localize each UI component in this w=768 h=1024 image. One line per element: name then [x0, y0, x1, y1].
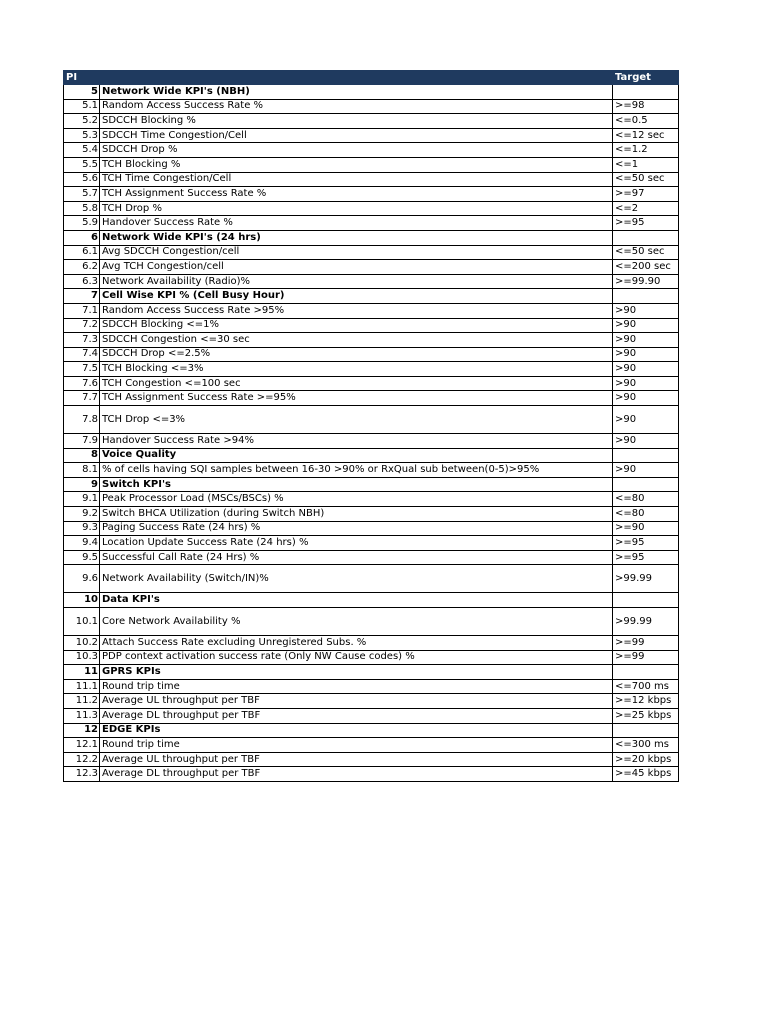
target-cell[interactable]: [613, 448, 679, 463]
target-cell[interactable]: [613, 593, 679, 608]
kpi-name-cell[interactable]: Handover Success Rate >94%: [100, 434, 613, 449]
kpi-name-cell[interactable]: SDCCH Drop <=2.5%: [100, 347, 613, 362]
target-cell[interactable]: <=300 ms: [613, 738, 679, 753]
kpi-name-cell[interactable]: Round trip time: [100, 738, 613, 753]
pi-number-cell[interactable]: 12.3: [64, 767, 100, 782]
section-row: [64, 448, 679, 463]
pi-number-cell[interactable]: 5.3: [64, 128, 100, 143]
table-row: [64, 303, 679, 318]
table-row: [64, 143, 679, 158]
target-cell[interactable]: <=200 sec: [613, 260, 679, 275]
pi-number-cell[interactable]: 5.1: [64, 99, 100, 114]
target-cell[interactable]: >90: [613, 434, 679, 449]
target-cell[interactable]: <=50 sec: [613, 172, 679, 187]
table-row: [64, 767, 679, 782]
table-row: [64, 376, 679, 391]
pi-number-cell[interactable]: 7.2: [64, 318, 100, 333]
target-cell[interactable]: >=97: [613, 187, 679, 202]
header-kpi-name[interactable]: [100, 71, 613, 85]
pi-number-cell[interactable]: 9.5: [64, 550, 100, 565]
pi-number-cell[interactable]: 7.9: [64, 434, 100, 449]
target-cell[interactable]: >99.99: [613, 565, 679, 593]
table-row: [64, 391, 679, 406]
kpi-name-cell[interactable]: SDCCH Blocking <=1%: [100, 318, 613, 333]
target-cell[interactable]: >90: [613, 376, 679, 391]
target-cell[interactable]: >=20 kbps: [613, 752, 679, 767]
pi-number-cell[interactable]: 7.7: [64, 391, 100, 406]
pi-number-cell[interactable]: 7.4: [64, 347, 100, 362]
table-row: [64, 694, 679, 709]
target-cell[interactable]: >=95: [613, 216, 679, 231]
table-row: [64, 274, 679, 289]
pi-number-cell[interactable]: 9.3: [64, 521, 100, 536]
table-row: [64, 114, 679, 129]
table-row: [64, 245, 679, 260]
pi-number-cell[interactable]: 11: [64, 665, 100, 680]
target-cell[interactable]: >=12 kbps: [613, 694, 679, 709]
kpi-name-cell[interactable]: Network Wide KPI's (24 hrs): [100, 230, 613, 245]
table-row: [64, 507, 679, 522]
pi-number-cell[interactable]: 5.4: [64, 143, 100, 158]
target-cell[interactable]: >=99: [613, 636, 679, 651]
header-row: [64, 71, 679, 85]
pi-number-cell[interactable]: 8.1: [64, 463, 100, 478]
kpi-name-cell[interactable]: Switch KPI's: [100, 477, 613, 492]
target-cell[interactable]: >=90: [613, 521, 679, 536]
target-cell[interactable]: [613, 477, 679, 492]
target-cell[interactable]: >=99.90: [613, 274, 679, 289]
table-row: [64, 521, 679, 536]
table-row: [64, 492, 679, 507]
header-target[interactable]: Target: [613, 71, 679, 85]
target-cell[interactable]: <=2: [613, 201, 679, 216]
kpi-name-cell[interactable]: Voice Quality: [100, 448, 613, 463]
pi-number-cell[interactable]: 12.1: [64, 738, 100, 753]
kpi-name-cell[interactable]: TCH Assignment Success Rate >=95%: [100, 391, 613, 406]
kpi-name-cell[interactable]: Avg TCH Congestion/cell: [100, 260, 613, 275]
table-row: [64, 333, 679, 348]
kpi-table: [63, 70, 679, 782]
kpi-name-cell[interactable]: Data KPI's: [100, 593, 613, 608]
section-row: [64, 230, 679, 245]
pi-number-cell[interactable]: 10.1: [64, 608, 100, 636]
pi-number-cell[interactable]: 5.7: [64, 187, 100, 202]
pi-number-cell[interactable]: 6.3: [64, 274, 100, 289]
kpi-name-cell[interactable]: Average UL throughput per TBF: [100, 752, 613, 767]
target-cell[interactable]: <=1.2: [613, 143, 679, 158]
pi-number-cell[interactable]: 11.1: [64, 679, 100, 694]
pi-number-cell[interactable]: 5: [64, 85, 100, 100]
table-row: [64, 347, 679, 362]
table-row: [64, 99, 679, 114]
kpi-name-cell[interactable]: TCH Drop <=3%: [100, 406, 613, 434]
pi-number-cell[interactable]: 6.1: [64, 245, 100, 260]
table-row: [64, 679, 679, 694]
kpi-name-cell[interactable]: Peak Processor Load (MSCs/BSCs) %: [100, 492, 613, 507]
kpi-name-cell[interactable]: TCH Time Congestion/Cell: [100, 172, 613, 187]
table-row: [64, 201, 679, 216]
pi-number-cell[interactable]: 5.5: [64, 157, 100, 172]
target-cell[interactable]: >=98: [613, 99, 679, 114]
table-row: [64, 738, 679, 753]
pi-number-cell[interactable]: 12.2: [64, 752, 100, 767]
kpi-table-body: [64, 85, 679, 782]
target-cell[interactable]: [613, 723, 679, 738]
kpi-name-cell[interactable]: GPRS KPIs: [100, 665, 613, 680]
pi-number-cell[interactable]: 8: [64, 448, 100, 463]
table-row: [64, 260, 679, 275]
target-cell[interactable]: <=80: [613, 507, 679, 522]
target-cell[interactable]: >99.99: [613, 608, 679, 636]
kpi-name-cell[interactable]: TCH Blocking <=3%: [100, 362, 613, 377]
target-cell[interactable]: >=99: [613, 650, 679, 665]
kpi-name-cell[interactable]: Network Availability (Radio)%: [100, 274, 613, 289]
pi-number-cell[interactable]: 9.1: [64, 492, 100, 507]
target-cell[interactable]: >=95: [613, 536, 679, 551]
target-cell[interactable]: >90: [613, 333, 679, 348]
pi-number-cell[interactable]: 7.5: [64, 362, 100, 377]
target-cell[interactable]: >=25 kbps: [613, 708, 679, 723]
pi-number-cell[interactable]: 7.6: [64, 376, 100, 391]
kpi-name-cell[interactable]: Attach Success Rate excluding Unregistered Subs. %: [100, 636, 613, 651]
table-row: [64, 650, 679, 665]
pi-number-cell[interactable]: 9: [64, 477, 100, 492]
section-row: [64, 593, 679, 608]
target-cell[interactable]: >=95: [613, 550, 679, 565]
kpi-name-cell[interactable]: PDP context activation success rate (Only NW Cause codes) %: [100, 650, 613, 665]
pi-number-cell[interactable]: 9.2: [64, 507, 100, 522]
pi-number-cell[interactable]: 7.3: [64, 333, 100, 348]
target-cell[interactable]: >90: [613, 406, 679, 434]
kpi-name-cell[interactable]: Average DL throughput per TBF: [100, 767, 613, 782]
table-row: [64, 565, 679, 593]
pi-number-cell[interactable]: 5.9: [64, 216, 100, 231]
kpi-name-cell[interactable]: SDCCH Time Congestion/Cell: [100, 128, 613, 143]
pi-number-cell[interactable]: 5.6: [64, 172, 100, 187]
section-row: [64, 477, 679, 492]
pi-number-cell[interactable]: 9.4: [64, 536, 100, 551]
target-cell[interactable]: >=45 kbps: [613, 767, 679, 782]
kpi-name-cell[interactable]: Network Wide KPI's (NBH): [100, 85, 613, 100]
table-row: [64, 406, 679, 434]
target-cell[interactable]: >90: [613, 463, 679, 478]
pi-number-cell[interactable]: 6.2: [64, 260, 100, 275]
pi-number-cell[interactable]: 10.3: [64, 650, 100, 665]
table-row: [64, 318, 679, 333]
target-cell[interactable]: <=1: [613, 157, 679, 172]
section-row: [64, 289, 679, 304]
target-cell[interactable]: >90: [613, 362, 679, 377]
kpi-name-cell[interactable]: TCH Drop %: [100, 201, 613, 216]
section-row: [64, 723, 679, 738]
target-cell[interactable]: [613, 230, 679, 245]
kpi-name-cell[interactable]: Core Network Availability %: [100, 608, 613, 636]
pi-number-cell[interactable]: 10: [64, 593, 100, 608]
kpi-name-cell[interactable]: Average DL throughput per TBF: [100, 708, 613, 723]
table-row: [64, 536, 679, 551]
pi-number-cell[interactable]: 10.2: [64, 636, 100, 651]
kpi-name-cell[interactable]: TCH Assignment Success Rate %: [100, 187, 613, 202]
table-row: [64, 187, 679, 202]
table-row: [64, 708, 679, 723]
target-cell[interactable]: [613, 85, 679, 100]
pi-number-cell[interactable]: 5.2: [64, 114, 100, 129]
table-row: [64, 752, 679, 767]
target-cell[interactable]: >90: [613, 391, 679, 406]
table-row: [64, 550, 679, 565]
target-cell[interactable]: <=12 sec: [613, 128, 679, 143]
target-cell[interactable]: >90: [613, 318, 679, 333]
kpi-name-cell[interactable]: TCH Blocking %: [100, 157, 613, 172]
table-row: [64, 636, 679, 651]
table-row: [64, 463, 679, 478]
pi-number-cell[interactable]: 5.8: [64, 201, 100, 216]
pi-number-cell[interactable]: 6: [64, 230, 100, 245]
pi-number-cell[interactable]: 7: [64, 289, 100, 304]
kpi-name-cell[interactable]: Avg SDCCH Congestion/cell: [100, 245, 613, 260]
target-cell[interactable]: <=0.5: [613, 114, 679, 129]
kpi-name-cell[interactable]: Successful Call Rate (24 Hrs) %: [100, 550, 613, 565]
table-row: [64, 608, 679, 636]
table-row: [64, 157, 679, 172]
target-cell[interactable]: <=700 ms: [613, 679, 679, 694]
target-cell[interactable]: <=50 sec: [613, 245, 679, 260]
kpi-name-cell[interactable]: Random Access Success Rate >95%: [100, 303, 613, 318]
kpi-name-cell[interactable]: Average UL throughput per TBF: [100, 694, 613, 709]
pi-number-cell[interactable]: 7.1: [64, 303, 100, 318]
section-row: [64, 665, 679, 680]
kpi-name-cell[interactable]: Location Update Success Rate (24 hrs) %: [100, 536, 613, 551]
kpi-name-cell[interactable]: Handover Success Rate %: [100, 216, 613, 231]
table-row: [64, 362, 679, 377]
table-row: [64, 434, 679, 449]
pi-number-cell[interactable]: 7.8: [64, 406, 100, 434]
kpi-name-cell[interactable]: Round trip time: [100, 679, 613, 694]
kpi-name-cell[interactable]: TCH Congestion <=100 sec: [100, 376, 613, 391]
kpi-name-cell[interactable]: Network Availability (Switch/IN)%: [100, 565, 613, 593]
target-cell[interactable]: <=80: [613, 492, 679, 507]
target-cell[interactable]: >90: [613, 347, 679, 362]
kpi-name-cell[interactable]: Random Access Success Rate %: [100, 99, 613, 114]
header-pi[interactable]: PI: [64, 71, 100, 85]
kpi-name-cell[interactable]: EDGE KPIs: [100, 723, 613, 738]
kpi-name-cell[interactable]: SDCCH Drop %: [100, 143, 613, 158]
kpi-sheet: [63, 70, 678, 782]
target-cell[interactable]: [613, 665, 679, 680]
kpi-name-cell[interactable]: Switch BHCA Utilization (during Switch NBH): [100, 507, 613, 522]
kpi-name-cell[interactable]: % of cells having SQI samples between 16-30 >90% or RxQual sub between(0-5)>95%: [100, 463, 613, 478]
kpi-name-cell[interactable]: SDCCH Congestion <=30 sec: [100, 333, 613, 348]
pi-number-cell[interactable]: 9.6: [64, 565, 100, 593]
target-cell[interactable]: >90: [613, 303, 679, 318]
kpi-name-cell[interactable]: SDCCH Blocking %: [100, 114, 613, 129]
kpi-name-cell[interactable]: Paging Success Rate (24 hrs) %: [100, 521, 613, 536]
target-cell[interactable]: [613, 289, 679, 304]
table-row: [64, 128, 679, 143]
kpi-name-cell[interactable]: Cell Wise KPI % (Cell Busy Hour): [100, 289, 613, 304]
table-row: [64, 216, 679, 231]
pi-number-cell[interactable]: 11.3: [64, 708, 100, 723]
pi-number-cell[interactable]: 12: [64, 723, 100, 738]
pi-number-cell[interactable]: 11.2: [64, 694, 100, 709]
section-row: [64, 85, 679, 100]
table-row: [64, 172, 679, 187]
